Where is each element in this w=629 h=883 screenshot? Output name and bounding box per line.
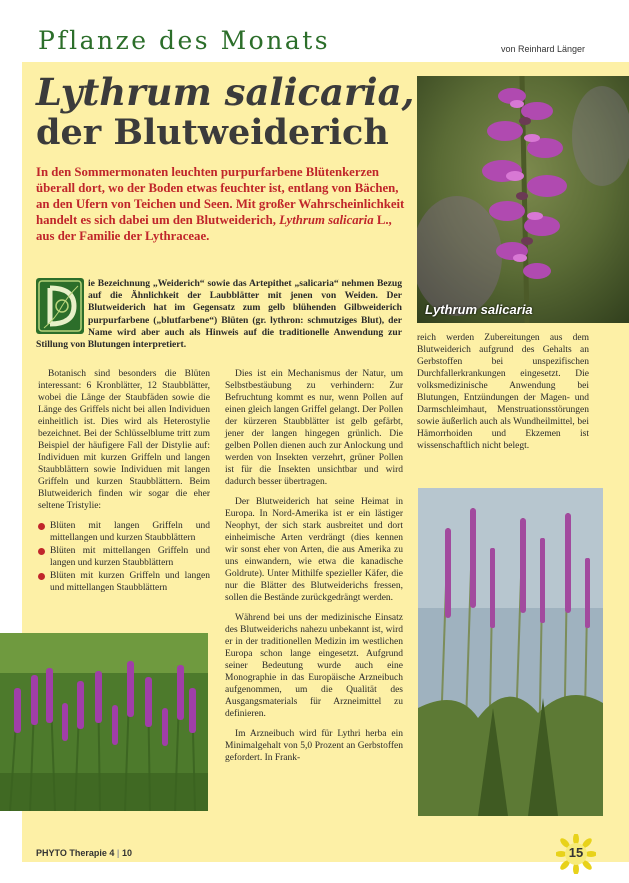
- col2-paragraph: Dies ist ein Mechanismus der Natur, um Selbstbestäubung zu verhindern: Zur Befruchtung kommt es nur, wenn Pollen auf einen gleich langen Griffel gelangt. Der Pollen der kürzeren Staubblätter ist gelb gefärbt, jener der langen hingegen grünlich. Die gelben Pollen dienen auch zur Anlockung und werden von Insekten verzehrt, grüner Pollen ist für die Insekten unsichtbar und wird dadurch besser übertragen.: [225, 369, 403, 487]
- journal-name: PHYTO Therapie: [36, 848, 107, 858]
- flower-spike-photo: [417, 76, 629, 323]
- dropcap-d-ornament: [36, 278, 84, 334]
- column-3: [417, 332, 589, 460]
- page-number: 15: [568, 845, 584, 860]
- section-kicker: Pflanze des Monats: [38, 26, 331, 55]
- list-item: Blüten mit langen Griffeln und mittellangen und kurzen Staubblättern: [38, 520, 210, 544]
- issue-year: 10: [121, 848, 132, 858]
- lead-species-name: Lythrum salicaria: [279, 213, 374, 227]
- column-2: [225, 368, 403, 772]
- author-byline: von Reinhard Länger: [500, 44, 585, 54]
- lead-paragraph: [36, 164, 408, 244]
- page-number-badge: [556, 834, 596, 874]
- meadow-photo: [0, 633, 208, 811]
- intro-paragraph: [36, 278, 402, 351]
- lead-text-2: L., aus der Familie der Lythraceae.: [36, 213, 392, 243]
- col2-paragraph: Im Arzneibuch wird für Lythri herba ein Minimalgehalt von 5,0 Prozent an Gerbstoffen gefordert. In Frank-: [225, 729, 403, 763]
- lead-text-1: In den Sommermonaten leuchten purpurfarbene Blütenkerzen überall dort, wo der Boden etwas feuchter ist, entlang von Bächen, an den Ufern von Teichen und Seen. Mit großer Wahrscheinlichkeit handelt es sich dabei um den Blutweiderich,: [36, 165, 405, 227]
- list-item: Blüten mit kurzen Griffeln und langen und mittellangen Staubblättern: [38, 570, 210, 594]
- lakeside-photo: [418, 488, 603, 816]
- col2-paragraph: Während bei uns der medizinische Einsatz des Blutweiderichs nahezu unbekannt ist, wird er in der traditionellen Medizin im westlichen Europa schon lange eingesetzt. Aufgrund seiner Bedeutung wurde auch eine Monographie in das Europäische Arzneibuch aufgenommen, um die Qualität des Ausgangsmaterials für Arzneimittel zu definieren.: [225, 613, 403, 719]
- column-1: [38, 368, 210, 595]
- col2-paragraph: Der Blutweiderich hat seine Heimat in Europa. In Nord-Amerika ist er ein lästiger Neophyt, der sich stark ausbreitet und dort einheimische Arten verdrängt (dies kennen wir sonst eher von Arten, die aus Amerika zu uns einwandern, wie etwa die kanadische Goldrute). Unter Mithilfe spezieller Käfer, die nur die Blätter des Blutweiderichs fressen, sollen die Bestände zurückgedrängt werden.: [225, 497, 403, 603]
- intro-text: ie Bezeichnung „Weiderich“ sowie das Artepithet „salicaria“ nehmen Bezug auf die Ähnlichkeit der Laubblätter mit jenen von Weiden. Der Blutweiderich hat im Gegensatz zum gelb blühenden Gilbweiderich purpurfarbene („blutfarbene“) Blüten (gr. lythron: schmutziges Blut), der Name wird aber auch als Hinweis auf die traditionelle Anwendung zur Stillung von Blutungen interpretiert.: [36, 278, 402, 351]
- issue-number: 4: [109, 848, 115, 858]
- col1-paragraph: Botanisch sind besonders die Blüten interessant: 6 Kronblätter, 12 Staubblätter, wobei die Länge der Staubfäden sowie die Länge des Griffels nicht bei allen Individuen einheitlich ist. Dies wird als Heterostylie bezeichnet. Bei der Schlüsselblume tritt zum Beispiel der häufigere Fall der Distylie auf: Individuen mit kurzen Griffeln und langen Staubblättern sowie Individuen mit langen Griffeln und kurzen Staubblättern. Beim Blutweiderich finden wir sogar die eher seltene Tristylie:: [38, 369, 210, 511]
- tristyly-list: [38, 520, 210, 594]
- list-item: Blüten mit mittellangen Griffeln und langen und kurzen Staubblättern: [38, 545, 210, 569]
- title-line-1: Lythrum salicaria,: [36, 70, 415, 114]
- journal-footer: PHYTO Therapie 4 | 10: [36, 848, 132, 858]
- col3-paragraph: reich werden Zubereitungen aus dem Blutweiderich aufgrund des Gehalts an Gerbstoffen bei unspezifischen Durchfallerkrankungen eingesetzt. Die volksmedizinische Anwendung bei Blutungen, Entzündungen der Magen- und Darmschleimhaut, Menstruationsstörungen sowie äußerlich auch als Wundheilmittel, bei Hämorrhoiden und Ekzemen ist wissenschaftlich nicht belegt.: [417, 333, 589, 451]
- title-line-2: der Blutweiderich: [36, 112, 389, 153]
- photo-caption: Lythrum salicaria: [425, 302, 533, 317]
